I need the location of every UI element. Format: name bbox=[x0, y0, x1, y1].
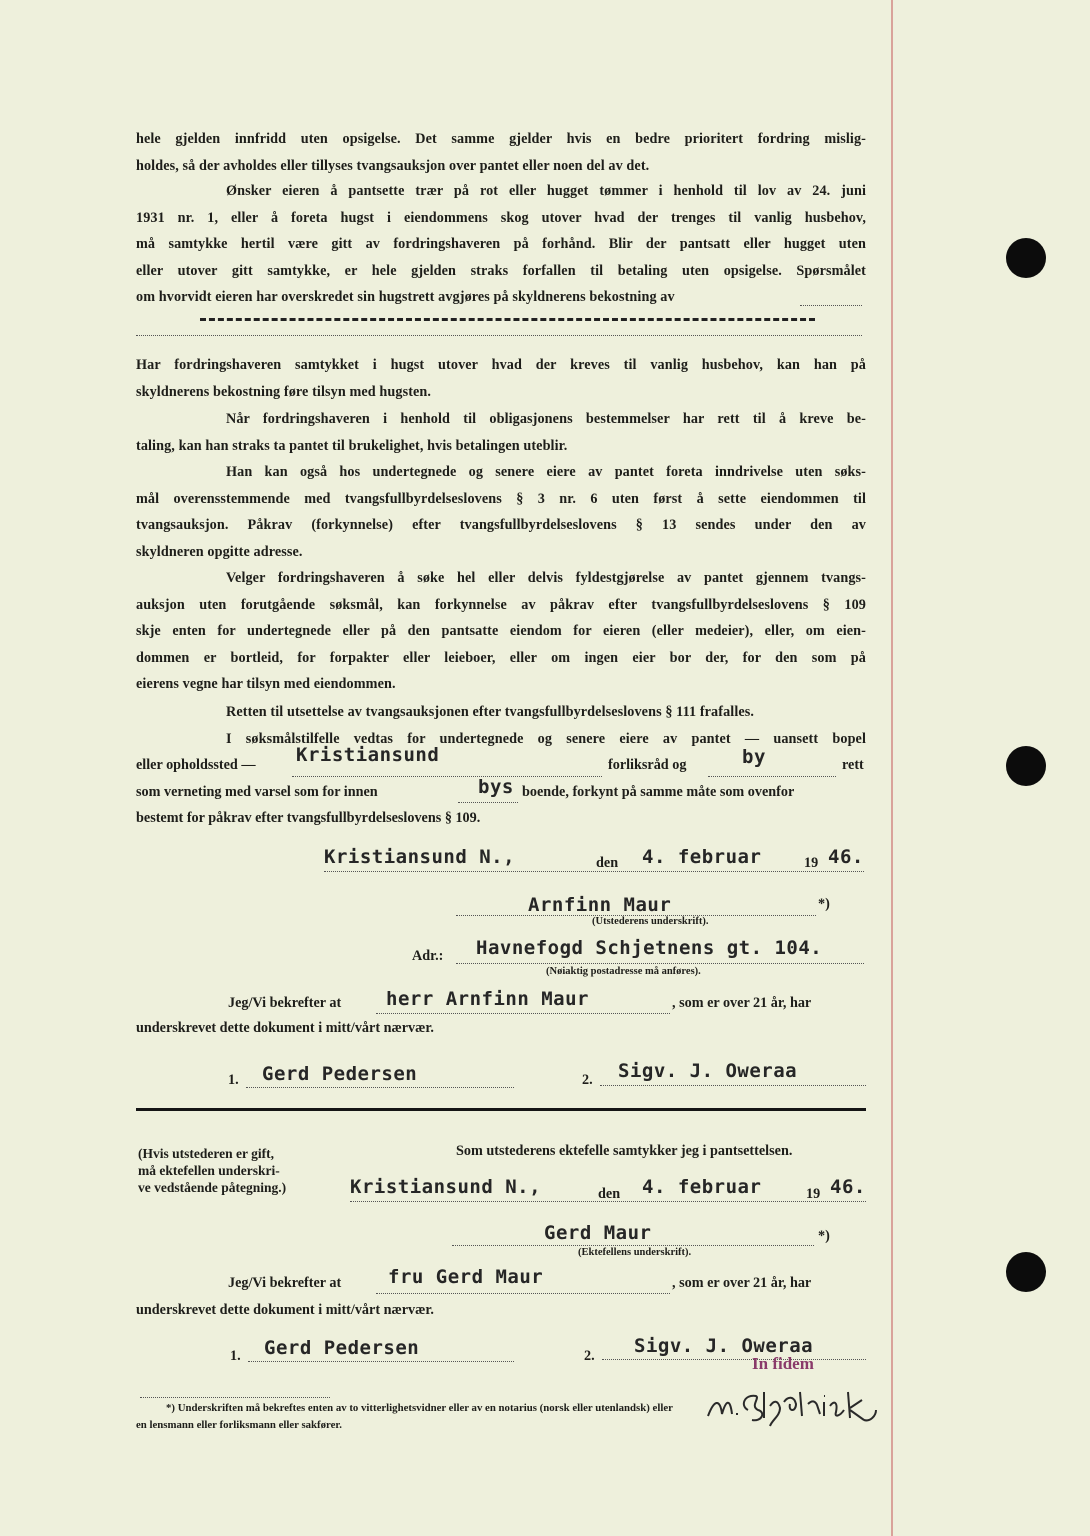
label-den: den bbox=[598, 1186, 621, 1202]
text-line: Han kan også hos undertegnede og senere eiere av pantet foreta inndrivelse uten søks- bbox=[226, 464, 866, 480]
typed-by: by bbox=[742, 746, 766, 768]
spouse-signature: Gerd Maur bbox=[544, 1222, 652, 1244]
fill-line bbox=[708, 775, 836, 777]
label-den: den bbox=[596, 855, 619, 871]
venue-text: forliksråd og bbox=[608, 757, 687, 773]
fill-line bbox=[376, 1292, 670, 1294]
text-line: 1931 nr. 1, eller å foreta hugst i eiendommens skog utover hvad der trenges til vanlig husbehov, bbox=[136, 209, 866, 226]
witness-1: Gerd Pedersen bbox=[262, 1063, 418, 1085]
signing-place: Kristiansund N., bbox=[324, 846, 516, 868]
text-line: må samtykke hertil være gitt av fordringshaveren på forhånd. Blir der pantsatt eller hugget uten bbox=[136, 236, 866, 253]
witness-number: 2. bbox=[582, 1072, 593, 1088]
text-line: Når fordringshaveren i henhold til obligasjonens bestemmelser har rett til å kreve be- bbox=[226, 411, 866, 427]
confirm-name: herr Arnfinn Maur bbox=[386, 988, 589, 1010]
fill-line bbox=[602, 1358, 866, 1360]
text-line: tvangsauksjon. Påkrav (forkynnelse) efter tvangsfullbyrdelseslovens § 13 sendes under den av bbox=[136, 517, 866, 534]
margin-line bbox=[891, 0, 893, 1536]
confirm-name: fru Gerd Maur bbox=[388, 1266, 544, 1288]
paragraph-1 bbox=[136, 126, 866, 179]
fill-line bbox=[376, 1012, 670, 1014]
text-line: dommen er bortleid, for forpakter eller leieboer, eller om ingen eier bor der, for den som på bbox=[136, 649, 866, 666]
adr-label: Adr.: bbox=[412, 948, 444, 964]
fill-line bbox=[136, 334, 862, 336]
text-line: skyldnerens bekostning føre tilsyn med hugsten. bbox=[136, 383, 432, 400]
fill-line bbox=[458, 801, 518, 803]
punch-hole bbox=[1006, 1252, 1046, 1292]
address: Havnefogd Schjetnens gt. 104. bbox=[476, 937, 823, 959]
typed-place: Kristiansund bbox=[296, 744, 440, 766]
venue-text: som verneting med varsel som for innen bbox=[136, 784, 378, 800]
text-line: mål overensstemmende med tvangsfullbyrdelseslovens § 3 nr. 6 uten først å sette eiendommen til bbox=[136, 490, 866, 507]
typed-bys: bys bbox=[478, 776, 514, 798]
footnote bbox=[136, 1400, 876, 1434]
signing-date: 4. februar bbox=[642, 846, 762, 868]
confirm-text: Jeg/Vi bekrefter at bbox=[228, 1275, 342, 1291]
text-line: om hvorvidt eieren har overskredet sin hugstrett avgjøres på skyldnerens bekostning av bbox=[136, 289, 675, 306]
text-line: skyldneren opgitte adresse. bbox=[136, 543, 303, 560]
confirm-text: , som er over 21 år, har bbox=[672, 1275, 812, 1291]
paragraph-4 bbox=[136, 406, 866, 459]
note-line: ve vedstående påtegning.) bbox=[138, 1180, 287, 1195]
text-line: Ønsker eieren å pantsette trær på rot eller hugget tømmer i henhold til lov av 24. juni bbox=[226, 183, 866, 199]
text-line: Har fordringshaveren samtykket i hugst utover hvad der kreves til vanlig husbehov, kan han på bbox=[136, 357, 866, 373]
year-prefix: 19 bbox=[804, 855, 819, 871]
fill-line bbox=[292, 775, 602, 777]
fill-line bbox=[600, 1084, 866, 1086]
text-line: Velger fordringshaveren å søke hel eller delvis fyldestgjørelse av pantet gjennem tvangs- bbox=[226, 570, 866, 586]
punch-hole bbox=[1006, 746, 1046, 786]
in-fidem-stamp: In fidem bbox=[752, 1354, 814, 1373]
paragraph-5 bbox=[136, 459, 866, 565]
signing-place: Kristiansund N., bbox=[350, 1176, 542, 1198]
footnote-line: *) Underskriften må bekreftes enten av to vitterlighetsvidner eller av en notarius (norsk eller utenlandsk) eller bbox=[166, 1402, 673, 1414]
witness-1: Gerd Pedersen bbox=[264, 1337, 420, 1359]
punch-hole bbox=[1006, 238, 1046, 278]
footnote-mark: *) bbox=[818, 1228, 830, 1244]
issuer-caption: (Utstederens underskrift). bbox=[592, 916, 709, 927]
signing-year: 46. bbox=[828, 846, 864, 868]
footnote-line: en lensmann eller forliksmann eller sakfører. bbox=[136, 1419, 342, 1431]
text-line: holdes, så der avholdes eller tillyses tvangsauksjon over pantet eller noen del av det. bbox=[136, 157, 650, 174]
confirm-text: Jeg/Vi bekrefter at bbox=[228, 995, 342, 1011]
fill-line bbox=[452, 1244, 814, 1246]
fill-line bbox=[324, 870, 864, 872]
address-caption: (Nøiaktig postadresse må anføres). bbox=[546, 966, 701, 977]
text-line: skje enten for undertegnede eller på den pantsatte eiendom for eieren (eller medeier), eller, om eien- bbox=[136, 623, 866, 640]
text-line: eierens vegne har tilsyn med eiendommen. bbox=[136, 676, 396, 693]
witness-number: 2. bbox=[584, 1348, 595, 1364]
fill-line bbox=[800, 304, 862, 306]
paragraph-6 bbox=[136, 565, 866, 698]
spouse-caption: (Ektefellens underskrift). bbox=[578, 1247, 692, 1258]
witness-number: 1. bbox=[230, 1348, 241, 1364]
text-line: eller utover gitt samtykke, er hele gjelden straks forfallen til betaling uten opsigelse. Spørsmålet bbox=[136, 262, 866, 279]
consent-text: Som utstederens ektefelle samtykker jeg i pantsettelsen. bbox=[456, 1143, 793, 1159]
text-line: hele gjelden innfridd uten opsigelse. Det samme gjelder hvis en bedre prioritert fordring mislig- bbox=[136, 131, 866, 147]
text-line: taling, kan han straks ta pantet til brukelighet, hvis betalingen uteblir. bbox=[136, 437, 568, 454]
confirm-text: underskrevet dette dokument i mitt/vårt nærvær. bbox=[136, 1020, 434, 1036]
confirm-text: , som er over 21 år, har bbox=[672, 995, 812, 1011]
paragraph-2 bbox=[136, 178, 866, 311]
venue-text: rett bbox=[842, 757, 864, 773]
fill-line bbox=[248, 1360, 514, 1362]
text-line: auksjon uten forutgående søksmål, kan forkynnelse av påkrav efter tvangsfullbyrdelseslovens § 109 bbox=[136, 596, 866, 613]
strike-dashes bbox=[200, 318, 815, 321]
fill-line bbox=[350, 1200, 866, 1202]
note-line: (Hvis utstederen er gift, bbox=[138, 1146, 274, 1161]
footnote-rule bbox=[140, 1396, 330, 1398]
signing-year: 46. bbox=[830, 1176, 866, 1198]
paragraph-3 bbox=[136, 352, 866, 405]
venue-text: bestemt for påkrav efter tvangsfullbyrdelseslovens § 109. bbox=[136, 810, 481, 826]
venue-text: boende, forkynt på samme måte som ovenfor bbox=[522, 784, 795, 800]
text-line: I søksmålstilfelle vedtas for undertegnede og senere eiere av pantet — uansett bopel bbox=[226, 731, 866, 747]
section-divider bbox=[136, 1108, 866, 1111]
issuer-signature: Arnfinn Maur bbox=[528, 894, 672, 916]
witness-2: Sigv. J. Oweraa bbox=[634, 1335, 814, 1357]
witness-2: Sigv. J. Oweraa bbox=[618, 1060, 798, 1082]
year-prefix: 19 bbox=[806, 1186, 821, 1202]
fill-line bbox=[246, 1086, 514, 1088]
confirm-text: underskrevet dette dokument i mitt/vårt nærvær. bbox=[136, 1302, 434, 1318]
signing-date: 4. februar bbox=[642, 1176, 762, 1198]
fill-line bbox=[456, 962, 864, 964]
witness-number: 1. bbox=[228, 1072, 239, 1088]
text-line: Retten til utsettelse av tvangsauksjonen efter tvangsfullbyrdelseslovens § 111 frafalles. bbox=[226, 704, 755, 720]
note-line: må ektefellen underskri- bbox=[138, 1163, 280, 1178]
footnote-mark: *) bbox=[818, 896, 830, 912]
venue-text: eller opholdssted — bbox=[136, 757, 256, 773]
paragraph-7 bbox=[136, 699, 866, 726]
spouse-note bbox=[138, 1145, 286, 1196]
